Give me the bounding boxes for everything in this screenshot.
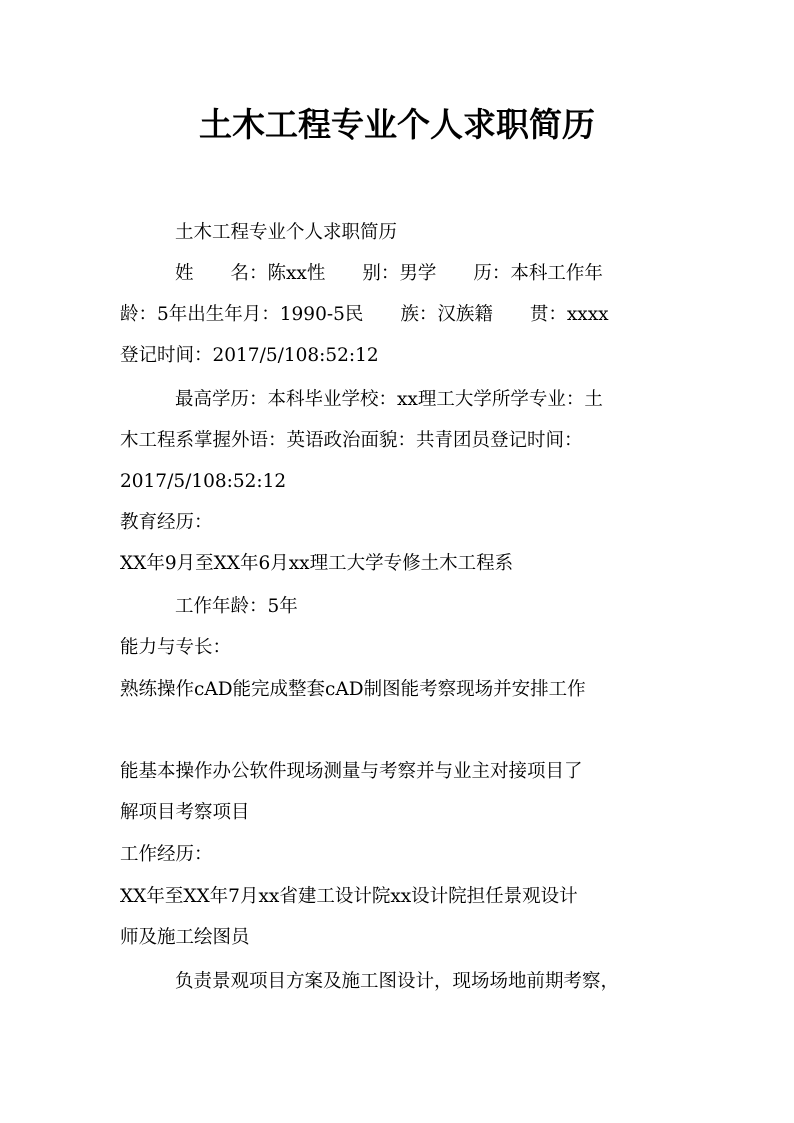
text-line-skills-3: 解项目考察项目 [120, 802, 250, 823]
text-line-skills-2: 能基本操作办公软件现场测量与考察并与业主对接项目了 [120, 761, 583, 782]
section-heading-skills: 能力与专长： [120, 637, 232, 658]
text-line-personal-info-1: 姓 名：陈xx性 别：男学 历：本科工作年 [175, 263, 603, 284]
text-line-register-time-1: 登记时间：2017/5/108:52:12 [120, 345, 379, 366]
text-line-education-info-1: 最高学历：本科毕业学校：xx理工大学所学专业：土 [175, 389, 603, 410]
text-line-work-history-2: 师及施工绘图员 [120, 927, 250, 948]
text-line-work-years: 工作年龄：5年 [175, 596, 298, 617]
section-heading-education: 教育经历： [120, 512, 213, 533]
text-line-education-info-2: 木工程系掌握外语：英语政治面貌：共青团员登记时间： [120, 430, 583, 451]
text-line-subtitle: 土木工程专业个人求职简历 [175, 222, 398, 243]
text-line-education-history: XX年9月至XX年6月xx理工大学专修土木工程系 [120, 553, 514, 574]
document-title: 土木工程专业个人求职简历 [199, 105, 595, 144]
text-line-skills-1: 熟练操作cAD能完成整套cAD制图能考察现场并安排工作 [120, 679, 586, 700]
text-line-work-duties: 负责景观项目方案及施工图设计，现场场地前期考察， [175, 971, 620, 992]
text-line-personal-info-2: 龄：5年出生年月：1990-5民 族：汉族籍 贯：xxxx [120, 304, 609, 325]
text-line-register-time-2: 2017/5/108:52:12 [120, 471, 287, 492]
section-heading-work: 工作经历： [120, 844, 213, 865]
text-line-work-history-1: XX年至XX年7月xx省建工设计院xx设计院担任景观设计 [120, 886, 578, 907]
